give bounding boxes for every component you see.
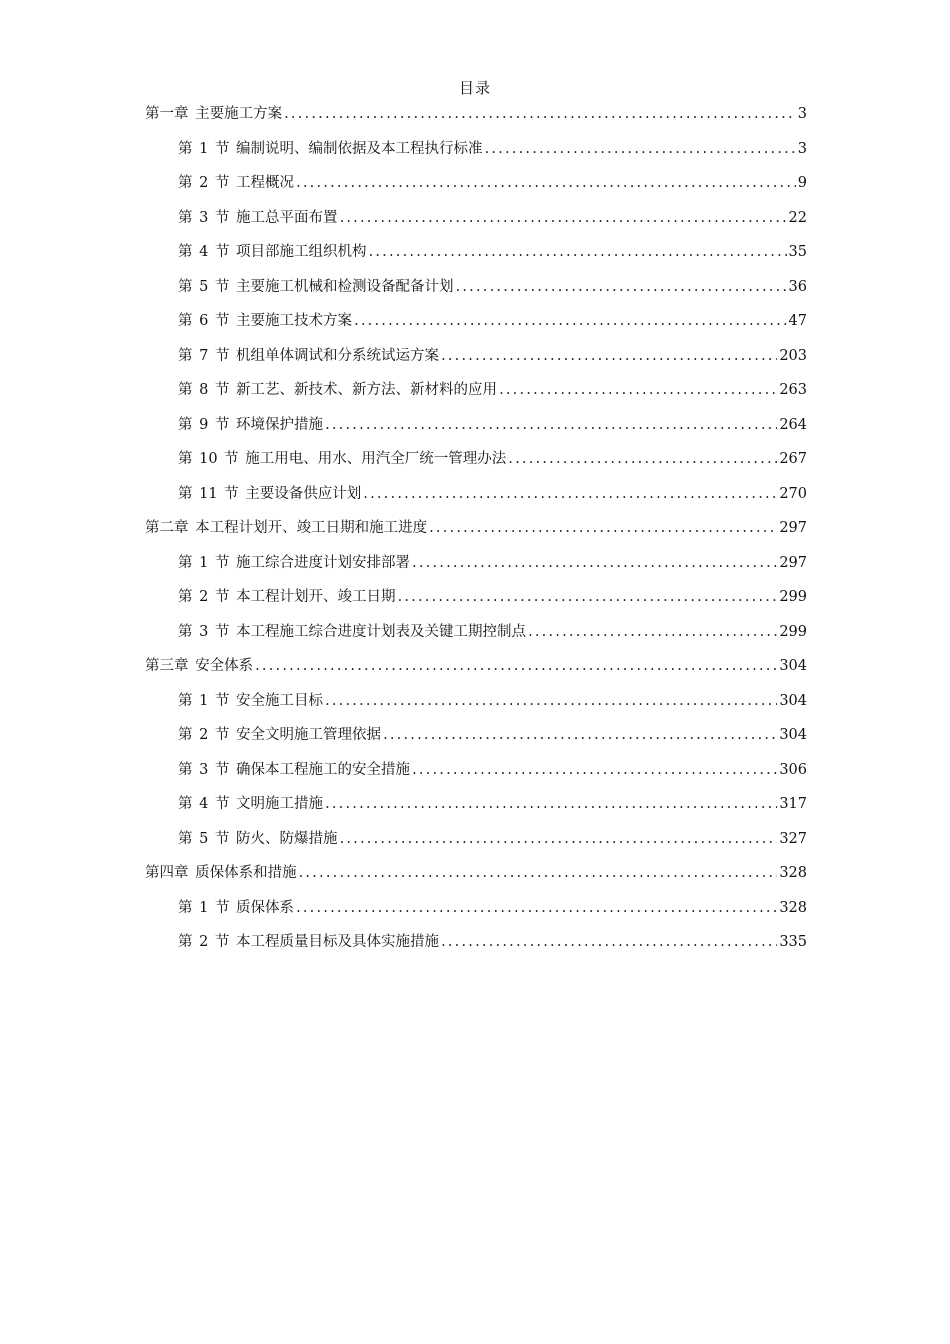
toc-entry-label: 第 3 节 确保本工程施工的安全措施 [178,761,411,778]
toc-page-number: 299 [779,589,807,605]
toc-dot-leader [508,446,777,472]
toc-entry-label: 第 4 节 项目部施工组织机构 [178,244,367,260]
toc-page-number: 22 [788,209,807,226]
toc-dot-leader [398,584,778,610]
toc-section-entry[interactable] [145,584,807,619]
table-of-contents [145,101,807,964]
toc-entry-label: 第 1 节 安全施工目标 [178,692,324,709]
toc-dot-leader [485,136,796,162]
toc-entry-label: 第二章 本工程计划开、竣工日期和施工进度 [145,520,428,536]
toc-entry-label: 第 7 节 机组单体调试和分系统试运方案 [178,347,440,364]
toc-page-number: 35 [788,244,807,260]
toc-entry-label: 第 4 节 文明施工措施 [178,796,324,812]
toc-page-number: 327 [779,830,807,847]
toc-page-number: 328 [779,899,807,916]
toc-page-number: 264 [779,416,807,433]
toc-page-number: 317 [779,796,807,812]
toc-page-number: 47 [788,313,807,329]
toc-section-entry[interactable] [145,791,807,826]
toc-section-entry[interactable] [145,446,807,481]
toc-section-entry[interactable] [145,481,807,516]
toc-dot-leader [255,653,777,679]
toc-section-entry[interactable] [145,722,807,757]
toc-page-number: 328 [779,865,807,881]
toc-title: 目录 [458,79,491,97]
toc-entry-label: 第 2 节 安全文明施工管理依据 [178,727,382,743]
toc-entry-label: 第一章 主要施工方案 [145,106,283,122]
toc-dot-leader [383,722,777,748]
toc-entry-label: 第 2 节 工程概况 [178,175,295,191]
toc-page-number: 304 [779,727,807,743]
toc-dot-leader [296,895,777,921]
toc-section-entry[interactable] [145,274,807,309]
toc-dot-leader [528,619,777,645]
toc-dot-leader [429,515,777,541]
toc-entry-label: 第 2 节 本工程质量目标及具体实施措施 [178,934,440,950]
toc-dot-leader [299,860,778,886]
toc-entry-label: 第 1 节 质保体系 [178,899,295,916]
toc-section-entry[interactable] [145,239,807,274]
toc-section-entry[interactable] [145,619,807,654]
toc-chapter-entry[interactable] [145,860,807,895]
toc-entry-label: 第 2 节 本工程计划开、竣工日期 [178,589,396,605]
toc-dot-leader [499,377,777,403]
toc-page-number: 299 [779,623,807,640]
toc-section-entry[interactable] [145,550,807,585]
toc-entry-label: 第 5 节 主要施工机械和检测设备配备计划 [178,278,454,295]
toc-chapter-entry[interactable] [145,653,807,688]
toc-entry-label: 第 3 节 本工程施工综合进度计划表及关键工期控制点 [178,623,527,640]
toc-entry-label: 第四章 质保体系和措施 [145,865,297,881]
toc-section-entry[interactable] [145,170,807,205]
toc-entry-label: 第 1 节 编制说明、编制依据及本工程执行标准 [178,140,483,157]
toc-section-entry[interactable] [145,929,807,964]
toc-section-entry[interactable] [145,205,807,240]
toc-section-entry[interactable] [145,412,807,447]
toc-entry-label: 第 1 节 施工综合进度计划安排部署 [178,554,411,571]
toc-dot-leader [296,170,796,196]
toc-entry-label: 第 5 节 防火、防爆措施 [178,830,338,847]
toc-chapter-entry[interactable] [145,515,807,550]
toc-entry-label: 第 3 节 施工总平面布置 [178,209,338,226]
toc-section-entry[interactable] [145,757,807,792]
toc-page-number: 263 [779,382,807,398]
toc-dot-leader [441,929,777,955]
toc-page-number: 36 [788,278,807,295]
toc-dot-leader [325,688,777,714]
toc-dot-leader [412,757,777,783]
toc-page-number: 297 [779,554,807,571]
toc-page-number: 270 [779,485,807,502]
toc-dot-leader [456,274,787,300]
toc-section-entry[interactable] [145,136,807,171]
toc-entry-label: 第 11 节 主要设备供应计划 [178,485,362,502]
toc-dot-leader [340,826,778,852]
toc-dot-leader [354,308,786,334]
toc-page-number: 297 [779,520,807,536]
toc-section-entry[interactable] [145,308,807,343]
toc-section-entry[interactable] [145,688,807,723]
toc-section-entry[interactable] [145,343,807,378]
toc-page-number: 335 [779,934,807,950]
toc-entry-label: 第 10 节 施工用电、用水、用汽全厂统一管理办法 [178,451,507,467]
toc-dot-leader [441,343,777,369]
toc-dot-leader [369,239,787,265]
toc-dot-leader [363,481,777,507]
toc-chapter-entry[interactable] [145,101,807,136]
toc-entry-label: 第 8 节 新工艺、新技术、新方法、新材料的应用 [178,382,498,398]
toc-dot-leader [340,205,787,231]
toc-entry-label: 第 6 节 主要施工技术方案 [178,313,353,329]
toc-page-number: 203 [779,347,807,364]
toc-page-number: 9 [797,175,807,191]
toc-page-number: 3 [797,140,807,157]
toc-dot-leader [325,791,777,817]
toc-page-number: 267 [779,451,807,467]
toc-section-entry[interactable] [145,895,807,930]
toc-section-entry[interactable] [145,826,807,861]
toc-section-entry[interactable] [145,377,807,412]
toc-entry-label: 第三章 安全体系 [145,658,254,674]
toc-page-number: 3 [797,106,807,122]
toc-page-number: 306 [779,761,807,778]
toc-dot-leader [284,101,796,127]
toc-entry-label: 第 9 节 环境保护措施 [178,416,324,433]
toc-page-number: 304 [779,658,807,674]
toc-dot-leader [412,550,777,576]
toc-page-number: 304 [779,692,807,709]
toc-dot-leader [325,412,777,438]
